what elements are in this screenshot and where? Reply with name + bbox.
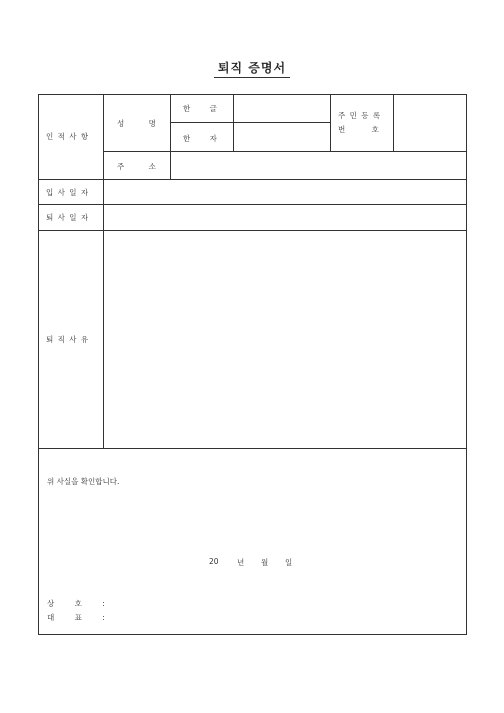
frame-left (38, 94, 39, 635)
reason-label: 퇴 직 사 유 (46, 335, 90, 344)
representative-label: 대 표 : (47, 613, 105, 622)
name-label: 성 명 (117, 119, 156, 128)
date-year-prefix: 20 (209, 557, 219, 566)
hangul-label: 한 글 (183, 104, 217, 113)
rule-hangul-value-column (233, 94, 234, 152)
certification-statement: 위 사실을 확인합니다. (47, 477, 120, 486)
document-title: 퇴직 증명서 (0, 59, 504, 78)
frame-right (466, 94, 467, 635)
hanja-label: 한 자 (183, 134, 217, 143)
rule-resident-value-column (393, 94, 394, 152)
leave-date-label: 퇴 사 일 자 (46, 213, 90, 222)
rule-hangul-hanja (170, 122, 330, 123)
frame-bottom (38, 634, 467, 635)
personal-section-label: 인 적 사 항 (46, 132, 90, 141)
rule-name-column (170, 94, 171, 180)
date-month-label: 월 (261, 558, 269, 567)
hire-date-label: 입 사 일 자 (46, 188, 90, 197)
date-year-label: 년 (237, 558, 245, 567)
resident-number-label-line1: 주 민 등 록 (338, 111, 382, 120)
rule-name-address (103, 151, 467, 152)
company-label: 상 호 : (47, 599, 105, 608)
address-label: 주 소 (117, 162, 156, 171)
date-day-label: 일 (285, 558, 293, 567)
rule-resident-column (330, 94, 331, 152)
rule-label-column (103, 94, 104, 449)
resident-number-label-line2: 번 호 (338, 125, 379, 134)
